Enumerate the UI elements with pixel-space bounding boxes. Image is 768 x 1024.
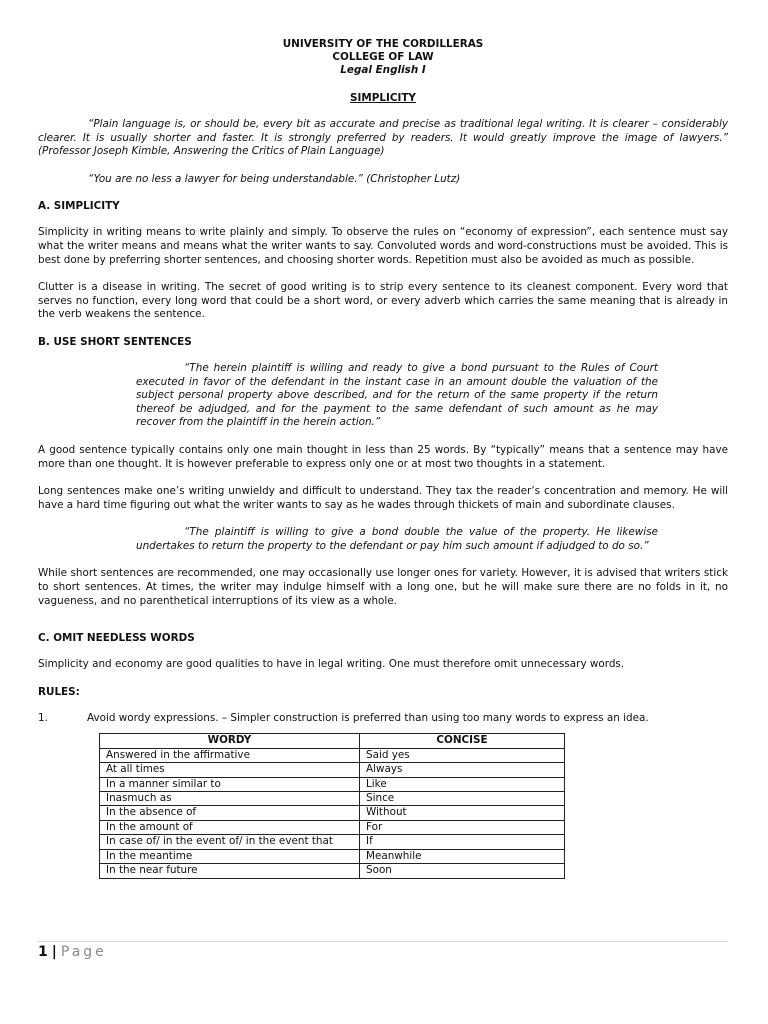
table-header-row <box>100 734 565 748</box>
wordy-cell: Inasmuch as <box>100 792 360 806</box>
epigraph-quote: “Plain language is, or should be, every bit as accurate and precise as traditional legal writing. It is clearer – considerably clearer. It is usually shorter and faster. It is strongly preferred by readers. It would greatly improve the image of lawyers.” (Professor Joseph Kimble, Answering the Critics of Plain Language) <box>38 118 728 158</box>
page-label: Page <box>60 944 107 960</box>
wordy-cell: In the near future <box>100 864 360 878</box>
document-page <box>38 38 728 879</box>
rules-heading: RULES: <box>38 685 80 698</box>
rule-text: Avoid wordy expressions. – Simpler construction is preferred than using too many words to express an idea. <box>87 711 649 724</box>
block-quote: “The herein plaintiff is willing and ready to give a bond pursuant to the Rules of Court executed in favor of the defendant in the instant case in an amount double the valuation of the subject personal property above described, and for the return of the same property if the return thereof be adjudged, and for the payment to the same defendant of such amount as he may recover from the plaintiff in the herein action.” <box>136 361 658 429</box>
concise-cell: If <box>360 835 565 849</box>
wordy-cell: At all times <box>100 763 360 777</box>
table-row <box>100 763 565 777</box>
document-title: SIMPLICITY <box>350 92 416 104</box>
page-footer <box>38 941 728 960</box>
table-row <box>100 835 565 849</box>
wordy-cell: Answered in the affirmative <box>100 748 360 762</box>
university-name: UNIVERSITY OF THE CORDILLERAS <box>282 38 484 50</box>
section-heading: C. OMIT NEEDLESS WORDS <box>38 632 195 645</box>
table-row <box>100 777 565 791</box>
table-row <box>100 792 565 806</box>
wordy-cell: In a manner similar to <box>100 777 360 791</box>
concise-cell: Like <box>360 777 565 791</box>
concise-cell: For <box>360 820 565 834</box>
concise-cell: Always <box>360 763 565 777</box>
table-row <box>100 820 565 834</box>
paragraph: While short sentences are recommended, one may occasionally use longer ones for variety. However, it is advised that writers stick to short sentences. At times, the writer may indulge himself with a long one, but he will make sure there are no folds in it, no vagueness, and no parenthetical interruptions of its view as a whole. <box>38 567 728 607</box>
concise-cell: Soon <box>360 864 565 878</box>
paragraph: Simplicity in writing means to write plainly and simply. To observe the rules on “economy of expression”, each sentence must say what the writer means and means what the writer wants to say. Convoluted words and word-constructions must be avoided. This is best done by preferring shorter sentences, and choosing shorter words. Repetition must also be avoided as much as possible. <box>38 226 728 266</box>
concise-cell: Since <box>360 792 565 806</box>
page-number: 1 <box>38 944 48 960</box>
footer-separator: | <box>51 944 57 960</box>
concise-cell: Meanwhile <box>360 849 565 863</box>
block-quote: “The plaintiff is willing to give a bond double the value of the property. He likewise undertakes to return the property to the defendant or pay him such amount if adjudged to do so.” <box>136 526 658 552</box>
column-header-wordy: WORDY <box>100 734 360 748</box>
wordy-concise-table <box>99 733 565 878</box>
wordy-cell: In the meantime <box>100 849 360 863</box>
table-row <box>100 748 565 762</box>
column-header-concise: CONCISE <box>360 734 565 748</box>
college-name: COLLEGE OF LAW <box>332 51 434 63</box>
section-heading: B. USE SHORT SENTENCES <box>38 335 192 348</box>
course-name: Legal English I <box>340 64 426 76</box>
rule-item <box>38 712 728 726</box>
wordy-cell: In the amount of <box>100 820 360 834</box>
paragraph: Clutter is a disease in writing. The secret of good writing is to strip every sentence to its cleanest component. Every word that serves no function, every long word that could be a short word, or every adverb which carries the same meaning that is already in the verb weakens the sentence. <box>38 281 728 321</box>
table-row <box>100 864 565 878</box>
wordy-cell: In the absence of <box>100 806 360 820</box>
concise-cell: Without <box>360 806 565 820</box>
paragraph: Simplicity and economy are good qualities to have in legal writing. One must therefore omit unnecessary words. <box>38 658 625 671</box>
table-row <box>100 849 565 863</box>
paragraph: Long sentences make one’s writing unwieldy and difficult to understand. They tax the reader’s concentration and memory. He will have a hard time figuring out what the writer wants to say as he wades through thickets of main and subordinate clauses. <box>38 485 728 511</box>
document-header <box>38 38 728 77</box>
table-row <box>100 806 565 820</box>
section-heading: A. SIMPLICITY <box>38 200 120 213</box>
concise-cell: Said yes <box>360 748 565 762</box>
epigraph-quote: “You are no less a lawyer for being understandable.” (Christopher Lutz) <box>88 172 461 185</box>
paragraph: A good sentence typically contains only one main thought in less than 25 words. By “typically” means that a sentence may have more than one thought. It is however preferable to express only one or at most two thoughts in a statement. <box>38 443 728 470</box>
rule-number: 1. <box>38 711 48 724</box>
wordy-cell: In case of/ in the event of/ in the event that <box>100 835 360 849</box>
